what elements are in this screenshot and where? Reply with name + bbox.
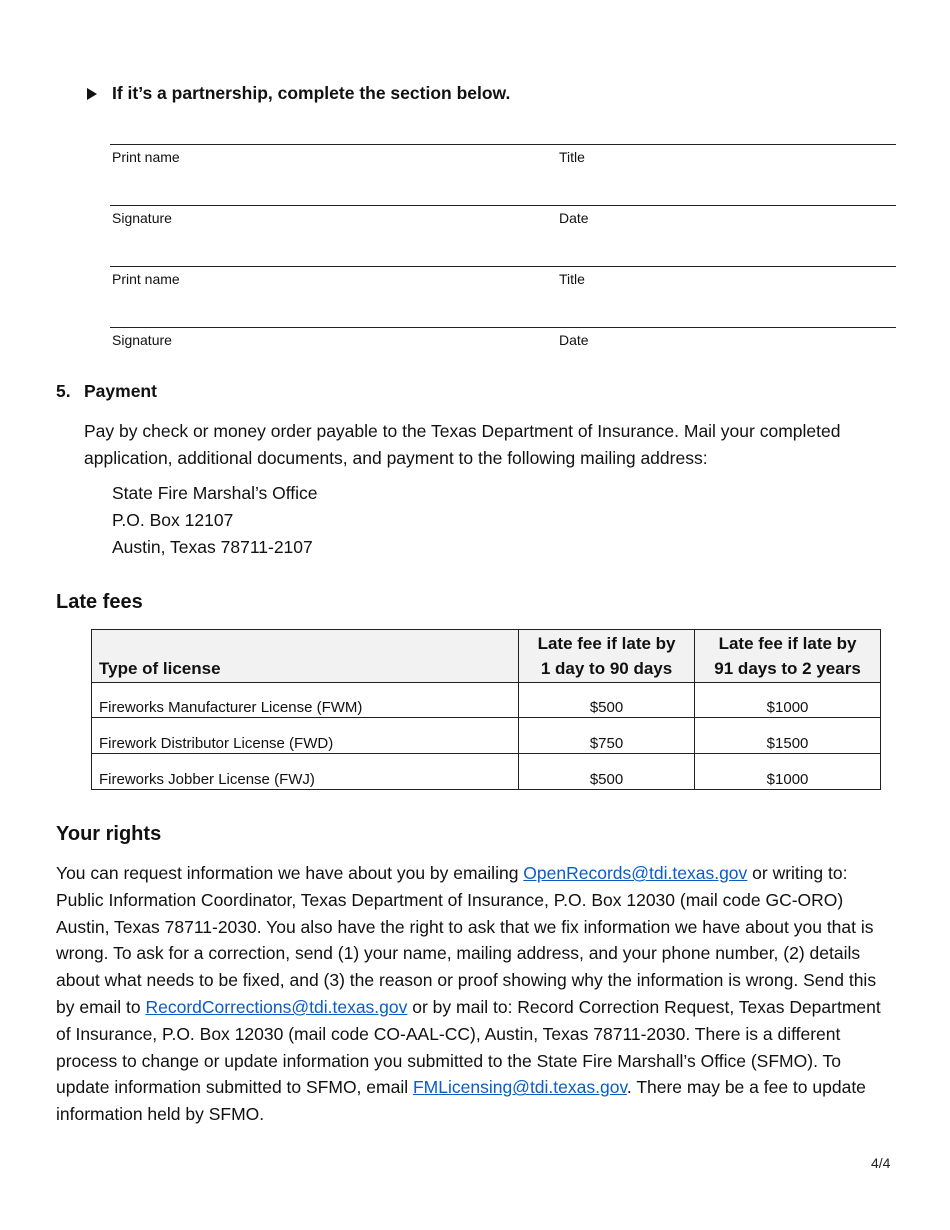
fm-licensing-email-link[interactable]: FMLicensing@tdi.texas.gov: [412, 1077, 627, 1098]
date-label: Date: [559, 332, 589, 348]
partnership-instruction-text: If it’s a partnership, complete the section below.: [112, 83, 511, 103]
section-number: 5.: [56, 381, 71, 401]
title-label: Title: [559, 271, 585, 287]
partnership-signature-block: [110, 144, 896, 388]
license-type-cell: Fireworks Manufacturer License (FWM): [92, 683, 519, 718]
record-corrections-email-link[interactable]: RecordCorrections@tdi.texas.gov: [145, 996, 408, 1017]
date-label: Date: [559, 210, 589, 226]
rights-text: . There may be a fee to update information held by SFMO.: [56, 1077, 866, 1125]
address-line: State Fire Marshal’s Office: [112, 483, 318, 503]
fee-2-years-cell: $1500: [695, 718, 881, 754]
payment-instructions: Pay by check or money order payable to the Texas Department of Insurance. Mail your completed application, additional documents, and payment to the following mailing address:: [84, 421, 841, 468]
signature-row[interactable]: [110, 144, 896, 205]
header-text-line2: 1 day to 90 days: [540, 659, 673, 678]
header-text-line2: 91 days to 2 years: [714, 659, 861, 678]
fee-90-days-cell: $500: [519, 754, 695, 790]
rights-text: or by mail to: Record Correction Request, Texas Department of Insurance, P.O. Box 12030 (mail code CO-AAL-CC), Austin, Texas 78711-2030. There is a different process to change or update information you submitted to the State Fire Marshall’s Office (SFMO). To update information submitted to SFMO, email: [56, 996, 881, 1098]
late-fees-table: [91, 629, 881, 790]
your-rights-paragraph: [56, 860, 896, 1128]
address-line: Austin, Texas 78711-2107: [112, 537, 313, 557]
signature-label: Signature: [112, 210, 172, 226]
your-rights-heading: Your rights: [56, 823, 162, 845]
column-header-fee-2-years: [695, 630, 881, 683]
fee-90-days-cell: $500: [519, 683, 695, 718]
mailing-address: [112, 480, 318, 561]
header-text: Type of license: [99, 659, 221, 678]
table-row: [92, 754, 881, 790]
payment-title: Payment: [84, 381, 157, 401]
fee-2-years-cell: $1000: [695, 683, 881, 718]
header-text-line1: Late fee if late by: [537, 634, 676, 653]
license-type-cell: Firework Distributor License (FWD): [92, 718, 519, 754]
license-type-cell: Fireworks Jobber License (FWJ): [92, 754, 519, 790]
title-label: Title: [559, 149, 585, 165]
rights-text: You can request information we have about you by emailing: [56, 863, 524, 883]
print-name-label: Print name: [112, 271, 180, 287]
fee-2-years-cell: $1000: [695, 754, 881, 790]
table-row: [92, 718, 881, 754]
column-header-license-type: [92, 630, 519, 683]
signature-row[interactable]: [110, 266, 896, 327]
column-header-fee-90-days: [519, 630, 695, 683]
fee-90-days-cell: $750: [519, 718, 695, 754]
partnership-instruction: [87, 83, 510, 104]
signature-row[interactable]: [110, 327, 896, 388]
page-number: 4/4: [871, 1155, 891, 1171]
signature-label: Signature: [112, 332, 172, 348]
table-header-row: [92, 630, 881, 683]
header-text-line1: Late fee if late by: [718, 634, 857, 653]
table-row: [92, 683, 881, 718]
rights-text: or writing to: Public Information Coordinator, Texas Department of Insurance, P.O. Box 12030 (mail code GC-ORO) Austin, Texas 78711-2030. You also have the right to ask that we fix information we have about you that is wrong. To ask for a correction, send (1) your name, mailing address, and your phone number, (2) details about what needs to be fixed, and (3) the reason or proof showing why the information is wrong. Send this by email to: [56, 863, 877, 1017]
signature-row[interactable]: [110, 205, 896, 266]
address-line: P.O. Box 12107: [112, 510, 234, 530]
triangle-bullet-icon: [87, 88, 97, 100]
open-records-email-link[interactable]: OpenRecords@tdi.texas.gov: [523, 863, 748, 883]
payment-heading: [56, 381, 157, 402]
late-fees-heading: Late fees: [56, 591, 143, 613]
print-name-label: Print name: [112, 149, 180, 165]
